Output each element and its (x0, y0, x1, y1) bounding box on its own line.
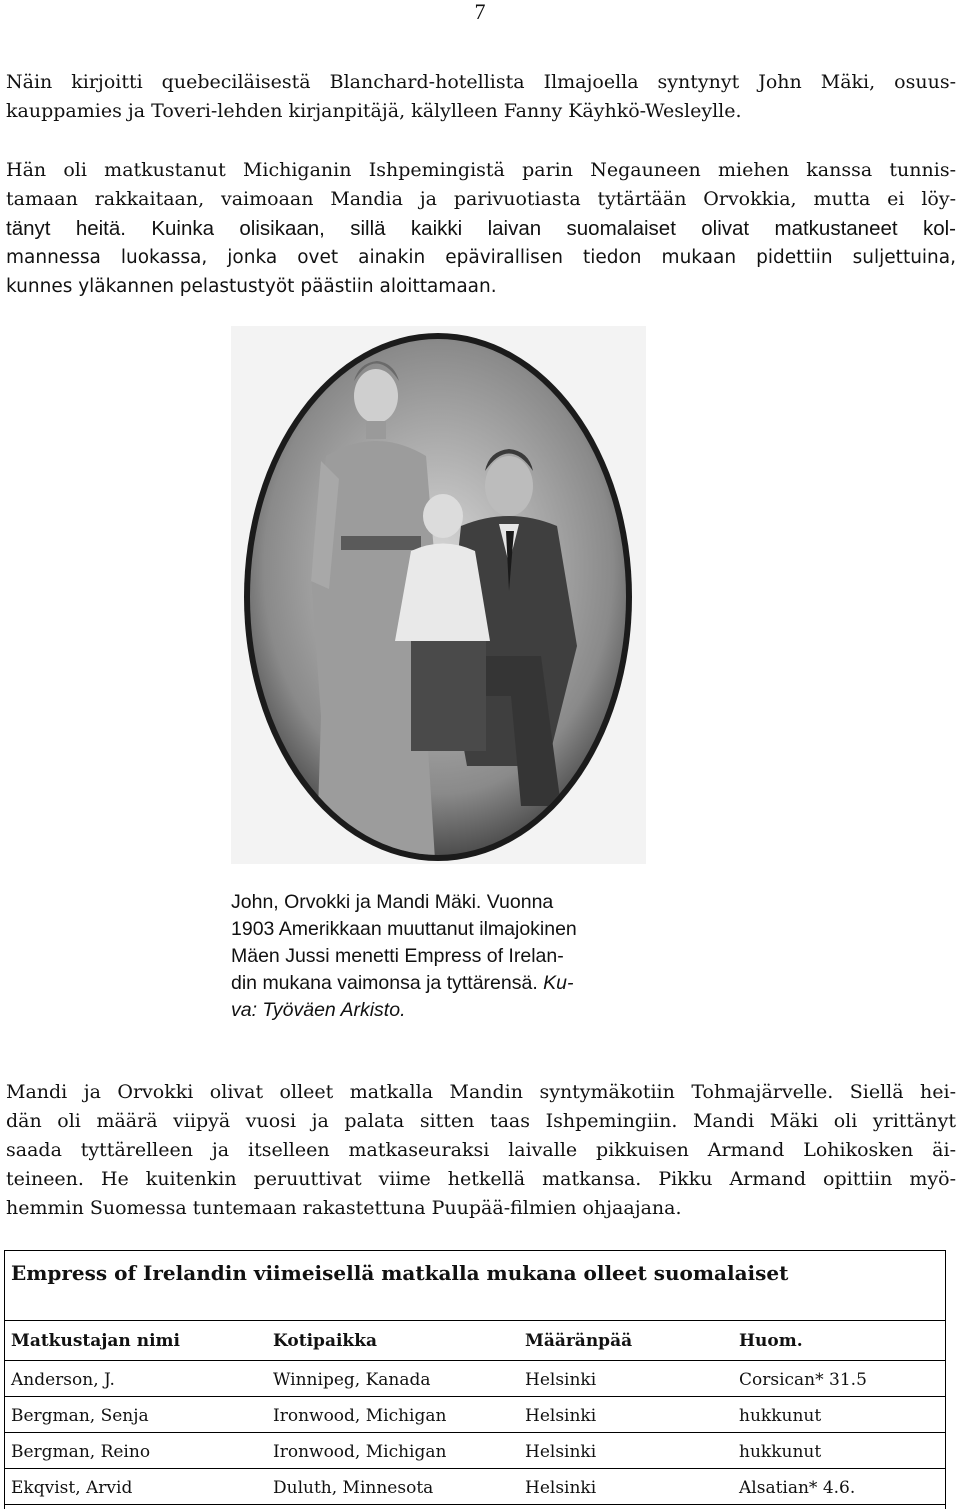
caption-line (231, 970, 651, 997)
text-line: teineen. He kuitenkin peruuttivat viime hetkellä matkansa. Pikku Armand opittiin myö- (6, 1168, 956, 1190)
table-cell: Bergman, Reino (11, 1442, 151, 1462)
text-line: Näin kirjoitti quebeciläisestä Blanchard-hotellista Ilmajoella syntynyt John Mäki, osuus- (6, 71, 956, 93)
table-cell: Corsican* 31.5 (739, 1370, 867, 1390)
page-number: 7 (474, 0, 486, 24)
photo-caption (231, 889, 651, 1024)
caption-line: John, Orvokki ja Mandi Mäki. Vuonna (231, 891, 554, 913)
table-title: Empress of Irelandin viimeisellä matkalla mukana olleet suomalaiset (5, 1251, 945, 1321)
table-cell: Bergman, Senja (11, 1406, 149, 1426)
text-line: hemmin Suomessa tuntemaan rakastettuna Puupää-filmien ohjaajana. (6, 1197, 682, 1219)
paragraph-search (6, 156, 956, 301)
passenger-table (4, 1250, 946, 1509)
table-row (5, 1397, 945, 1433)
text-line: Mandi ja Orvokki olivat olleet matkalla Mandin syntymäkotiin Tohmajärvelle. Siellä hei- (6, 1081, 956, 1103)
text-line: kunnes yläkannen pelastustyöt päästiin aloittamaan. (6, 276, 497, 297)
column-header: Kotipaikka (273, 1331, 377, 1351)
caption-text: din mukana vaimonsa ja tyttärensä. (231, 972, 538, 994)
column-header: Määränpää (525, 1331, 633, 1351)
table-row (5, 1433, 945, 1469)
table-cell: Winnipeg, Kanada (273, 1370, 431, 1390)
caption-line: Mäen Jussi menetti Empress of Irelan- (231, 945, 564, 967)
table-row (5, 1361, 945, 1397)
table-cell: hukkunut (739, 1442, 822, 1462)
table-cell: Ironwood, Michigan (273, 1406, 447, 1426)
column-header: Huom. (739, 1331, 803, 1351)
table-cell: Duluth, Minnesota (273, 1478, 434, 1498)
text-line: mannessa luokassa, jonka ovet ainakin epävirallisen tiedon mukaan pidettiin suljettuina, (6, 247, 956, 268)
caption-line (231, 997, 651, 1024)
text-line: kauppamies ja Toveri-lehden kirjanpitäjä, kälylleen Fanny Käyhkö-Wesleylle. (6, 100, 742, 122)
table-cell: Ekqvist, Arvid (11, 1478, 133, 1498)
caption-line: 1903 Amerikkaan muuttanut ilmajokinen (231, 918, 577, 940)
column-header: Matkustajan nimi (11, 1331, 180, 1351)
family-photo (231, 326, 646, 864)
caption-credit: va: Työväen Arkisto. (231, 999, 406, 1021)
table-cell: Helsinki (525, 1370, 597, 1390)
table-cell: hukkunut (739, 1406, 822, 1426)
family-photo-image (231, 326, 646, 864)
text-line: saada tyttärelleen ja itselleen matkaseuraksi laivalle pikkuisen Armand Lohikosken äi- (6, 1139, 956, 1161)
text-line: tänyt heitä. Kuinka olisikaan, sillä kaikki laivan suomalaiset olivat matkustaneet kol- (6, 217, 956, 240)
table-cell: Helsinki (525, 1478, 597, 1498)
paragraph-journey (6, 1078, 956, 1223)
text-line: Hän oli matkustanut Michiganin Ishpemingistä parin Negauneen miehen kanssa tunnis- (6, 159, 956, 181)
table-cell: Anderson, J. (11, 1370, 115, 1390)
table-cell: Helsinki (525, 1442, 597, 1462)
text-line: tamaan rakkaitaan, vaimoaan Mandia ja parivuotiasta tytärtään Orvokkia, mutta ei löy- (6, 188, 956, 210)
table-row (5, 1469, 945, 1505)
table-cell: Helsinki (525, 1406, 597, 1426)
table-header-row (5, 1321, 945, 1361)
table-cell: Alsatian* 4.6. (739, 1478, 856, 1498)
text-line: dän oli määrä viipyä vuosi ja palata sitten taas Ishpemingiin. Mandi Mäki oli yrittänyt (6, 1110, 956, 1132)
caption-credit: Ku- (543, 972, 574, 994)
paragraph-intro (6, 68, 956, 126)
table-cell: Ironwood, Michigan (273, 1442, 447, 1462)
